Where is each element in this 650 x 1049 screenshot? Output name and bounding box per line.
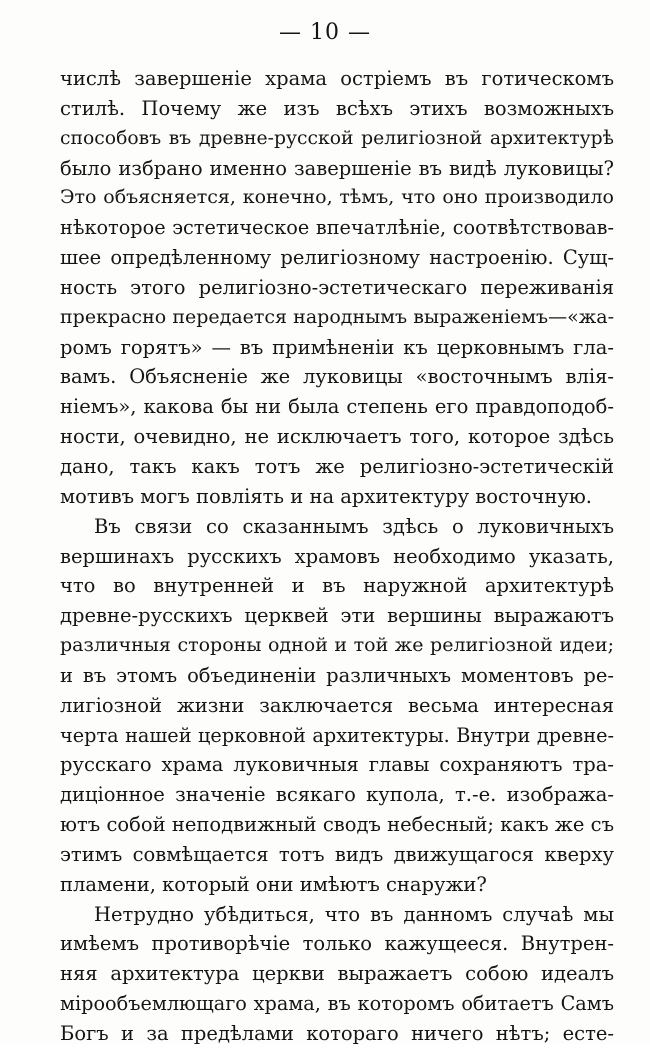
- text-line: лигіозной жизни заключается весьма интересная: [60, 693, 614, 717]
- text-line: Это объясняется, конечно, тѣмъ, что оно производило: [60, 186, 614, 209]
- text-line: прекрасно передается народнымъ выраженіемъ—«жа-: [60, 305, 614, 328]
- text-line: числѣ завершеніе храма остріемъ въ готическомъ: [60, 67, 614, 90]
- text-line: Богъ и за предѣлами котораго ничего нѣтъ; есте-: [60, 1022, 614, 1045]
- text-line: шее опредѣленному религіозному настроенію. Сущ-: [60, 246, 614, 270]
- text-line: было избрано именно завершеніе въ видѣ луковицы?: [60, 156, 614, 180]
- text-line: дано, такъ какъ тотъ же религіозно-эстетическій: [60, 454, 614, 478]
- text-line: и въ этомъ объединеніи различныхъ моментовъ ре-: [60, 663, 614, 687]
- text-line: что во внутренней и въ наружной архитектурѣ: [60, 574, 614, 598]
- text-line: древне-русскихъ церквей эти вершины выражаютъ: [60, 604, 614, 628]
- text-line: Въ связи со сказаннымъ здѣсь о луковичныхъ: [94, 514, 614, 538]
- text-line: ность этого религіозно-эстетическаго переживанія: [60, 275, 614, 299]
- text-line: вершинахъ русскихъ храмовъ необходимо указать,: [60, 544, 614, 568]
- text-line: различныя стороны одной и той же религіозной идеи;: [60, 634, 614, 657]
- text-line: пламени, который они имѣютъ снаружи?: [60, 872, 487, 896]
- text-line: ніемъ», какова бы ни была степень его правдоподоб-: [60, 395, 614, 419]
- text-line: нѣкоторое эстетическое впечатлѣніе, соотвѣтствовав-: [60, 216, 614, 240]
- text-line: ности, очевидно, не исключаетъ того, которое здѣсь: [60, 425, 614, 449]
- text-line: ютъ собой неподвижный сводъ небесный; какъ же съ: [60, 813, 614, 837]
- text-line: ромъ горятъ» — въ примѣненіи къ церковнымъ гла-: [60, 335, 614, 359]
- text-line: мотивъ могъ повліять и на архитектуру восточную.: [60, 484, 593, 508]
- text-line: стилѣ. Почему же изъ всѣхъ этихъ возможныхъ: [60, 96, 614, 120]
- text-line: вамъ. Объясненіе же луковицы «восточнымъ влія-: [60, 365, 614, 389]
- body-text: [60, 64, 614, 1049]
- text-line: имѣемъ противорѣчіе только кажущееся. Внутрен-: [60, 932, 614, 956]
- text-line: способовъ въ древне-русской религіозной архитектурѣ: [60, 127, 614, 149]
- text-line: русскаго храма луковичныя главы сохраняютъ тра-: [60, 753, 614, 777]
- text-line: этимъ совмѣщается тотъ видъ движущагося кверху: [60, 842, 614, 866]
- page-number: — 10 —: [279, 20, 371, 45]
- text-line: няя архитектура церкви выражаетъ собою идеалъ: [60, 962, 614, 986]
- text-line: Нетрудно убѣдиться, что въ данномъ случаѣ мы: [94, 902, 614, 926]
- text-line: мірообъемлющаго храма, въ которомъ обитаетъ Самъ: [60, 992, 614, 1016]
- text-line: диціонное значеніе всякаго купола, т.-е. изобража-: [60, 783, 614, 807]
- text-line: черта нашей церковной архитектуры. Внутри древне-: [60, 723, 614, 747]
